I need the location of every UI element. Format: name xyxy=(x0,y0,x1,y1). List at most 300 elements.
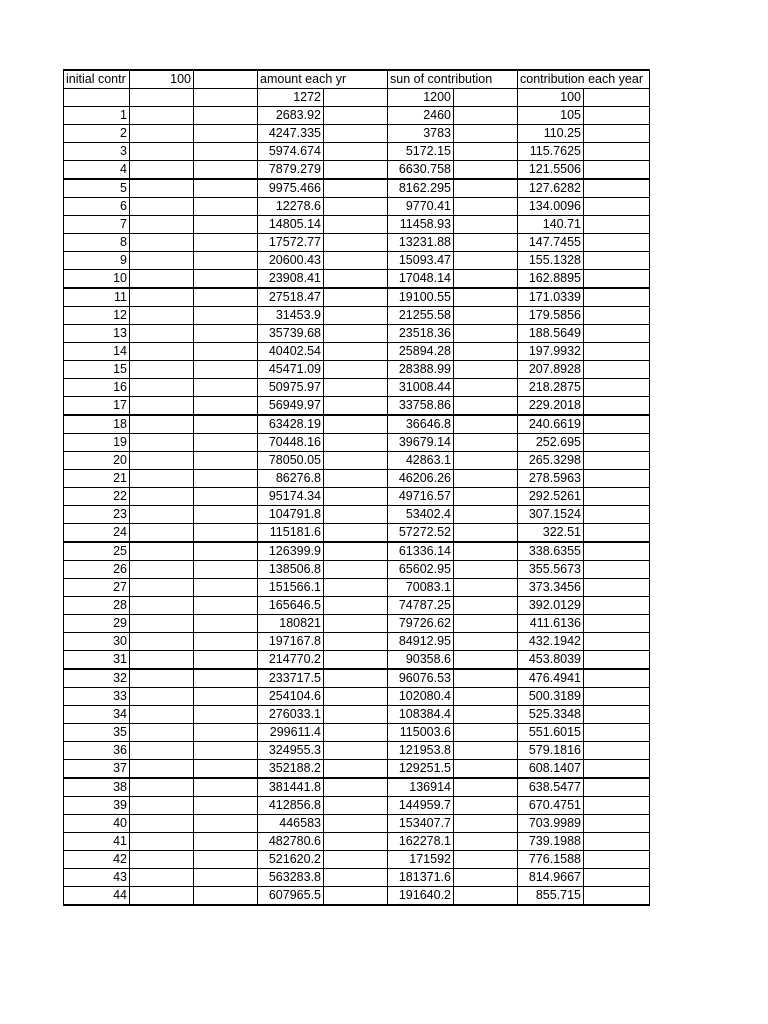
empty-cell[interactable] xyxy=(130,688,194,706)
sum-cell[interactable]: 11458.93 xyxy=(388,216,454,234)
empty-cell[interactable] xyxy=(454,887,518,906)
empty-cell[interactable] xyxy=(584,434,650,452)
amount-cell[interactable]: 70448.16 xyxy=(258,434,324,452)
empty-cell[interactable] xyxy=(454,179,518,198)
empty-cell[interactable] xyxy=(194,234,258,252)
year-cell[interactable]: 10 xyxy=(64,270,130,289)
empty-cell[interactable] xyxy=(324,252,388,270)
sum-cell[interactable]: 57272.52 xyxy=(388,524,454,543)
contribution-cell[interactable]: 608.1407 xyxy=(518,760,584,779)
empty-cell[interactable] xyxy=(130,143,194,161)
empty-cell[interactable] xyxy=(130,633,194,651)
amount-cell[interactable]: 104791.8 xyxy=(258,506,324,524)
amount-cell[interactable]: 95174.34 xyxy=(258,488,324,506)
empty-cell[interactable] xyxy=(194,216,258,234)
amount-cell[interactable]: 233717.5 xyxy=(258,669,324,688)
empty-cell[interactable] xyxy=(584,89,650,107)
empty-cell[interactable] xyxy=(454,724,518,742)
sum-cell[interactable]: 31008.44 xyxy=(388,379,454,397)
empty-cell[interactable] xyxy=(584,397,650,416)
year-cell[interactable]: 33 xyxy=(64,688,130,706)
amount-cell[interactable]: 23908.41 xyxy=(258,270,324,289)
empty-cell[interactable] xyxy=(454,161,518,180)
empty-cell[interactable] xyxy=(584,107,650,125)
contribution-cell[interactable]: 162.8895 xyxy=(518,270,584,289)
empty-cell[interactable] xyxy=(130,488,194,506)
year-cell[interactable]: 7 xyxy=(64,216,130,234)
empty-cell[interactable] xyxy=(194,379,258,397)
empty-cell[interactable] xyxy=(454,89,518,107)
sum-cell[interactable]: 90358.6 xyxy=(388,651,454,670)
year-cell[interactable]: 17 xyxy=(64,397,130,416)
empty-cell[interactable] xyxy=(584,288,650,307)
amount-cell[interactable]: 151566.1 xyxy=(258,579,324,597)
empty-cell[interactable] xyxy=(584,161,650,180)
sum-cell[interactable]: 144959.7 xyxy=(388,797,454,815)
empty-cell[interactable] xyxy=(584,524,650,543)
amount-cell[interactable]: 563283.8 xyxy=(258,869,324,887)
year-cell[interactable]: 43 xyxy=(64,869,130,887)
initial-contribution-label[interactable]: initial contr xyxy=(64,70,130,89)
empty-cell[interactable] xyxy=(130,343,194,361)
empty-cell[interactable] xyxy=(130,760,194,779)
empty-cell[interactable] xyxy=(324,325,388,343)
empty-cell[interactable] xyxy=(130,161,194,180)
year-cell[interactable]: 41 xyxy=(64,833,130,851)
contribution-each-year-header[interactable]: contribution each year xyxy=(518,70,650,89)
empty-cell[interactable] xyxy=(584,742,650,760)
empty-cell[interactable] xyxy=(194,470,258,488)
amount-cell[interactable]: 138506.8 xyxy=(258,561,324,579)
year-cell[interactable]: 31 xyxy=(64,651,130,670)
empty-cell[interactable] xyxy=(324,434,388,452)
empty-cell[interactable] xyxy=(454,561,518,579)
year-cell[interactable]: 9 xyxy=(64,252,130,270)
empty-cell[interactable] xyxy=(584,579,650,597)
contribution-cell[interactable]: 322.51 xyxy=(518,524,584,543)
empty-cell[interactable] xyxy=(130,615,194,633)
sum-cell[interactable]: 121953.8 xyxy=(388,742,454,760)
year-cell[interactable]: 40 xyxy=(64,815,130,833)
contribution-cell[interactable]: 100 xyxy=(518,89,584,107)
empty-cell[interactable] xyxy=(324,760,388,779)
empty-cell[interactable] xyxy=(194,307,258,325)
empty-cell[interactable] xyxy=(324,198,388,216)
empty-cell[interactable] xyxy=(454,742,518,760)
contribution-cell[interactable]: 338.6355 xyxy=(518,542,584,561)
amount-each-yr-header[interactable]: amount each yr xyxy=(258,70,388,89)
amount-cell[interactable]: 78050.05 xyxy=(258,452,324,470)
contribution-cell[interactable]: 229.2018 xyxy=(518,397,584,416)
empty-cell[interactable] xyxy=(324,688,388,706)
empty-cell[interactable] xyxy=(584,597,650,615)
empty-cell[interactable] xyxy=(584,125,650,143)
empty-cell[interactable] xyxy=(584,760,650,779)
empty-cell[interactable] xyxy=(324,89,388,107)
empty-cell[interactable] xyxy=(584,561,650,579)
empty-cell[interactable] xyxy=(584,343,650,361)
empty-cell[interactable] xyxy=(324,651,388,670)
contribution-cell[interactable]: 373.3456 xyxy=(518,579,584,597)
sum-cell[interactable]: 9770.41 xyxy=(388,198,454,216)
amount-cell[interactable]: 17572.77 xyxy=(258,234,324,252)
empty-cell[interactable] xyxy=(454,688,518,706)
empty-cell[interactable] xyxy=(194,688,258,706)
empty-cell[interactable] xyxy=(130,815,194,833)
contribution-cell[interactable]: 411.6136 xyxy=(518,615,584,633)
empty-cell[interactable] xyxy=(130,869,194,887)
empty-cell[interactable] xyxy=(454,579,518,597)
year-cell[interactable]: 5 xyxy=(64,179,130,198)
empty-cell[interactable] xyxy=(130,597,194,615)
empty-cell[interactable] xyxy=(130,651,194,670)
empty-cell[interactable] xyxy=(130,325,194,343)
empty-cell[interactable] xyxy=(324,125,388,143)
contribution-cell[interactable]: 218.2875 xyxy=(518,379,584,397)
year-cell[interactable]: 1 xyxy=(64,107,130,125)
contribution-cell[interactable]: 127.6282 xyxy=(518,179,584,198)
sum-cell[interactable]: 36646.8 xyxy=(388,415,454,434)
empty-cell[interactable] xyxy=(584,143,650,161)
empty-cell[interactable] xyxy=(324,797,388,815)
empty-cell[interactable] xyxy=(324,778,388,797)
contribution-cell[interactable]: 776.1588 xyxy=(518,851,584,869)
sum-cell[interactable]: 115003.6 xyxy=(388,724,454,742)
empty-cell[interactable] xyxy=(584,869,650,887)
empty-cell[interactable] xyxy=(584,542,650,561)
empty-cell[interactable] xyxy=(584,724,650,742)
empty-cell[interactable] xyxy=(454,815,518,833)
empty-cell[interactable] xyxy=(194,288,258,307)
amount-cell[interactable]: 180821 xyxy=(258,615,324,633)
contribution-cell[interactable]: 140.71 xyxy=(518,216,584,234)
sum-cell[interactable]: 79726.62 xyxy=(388,615,454,633)
empty-cell[interactable] xyxy=(194,270,258,289)
empty-cell[interactable] xyxy=(324,542,388,561)
empty-cell[interactable] xyxy=(130,561,194,579)
empty-cell[interactable] xyxy=(584,470,650,488)
empty-cell[interactable] xyxy=(194,415,258,434)
year-cell[interactable]: 15 xyxy=(64,361,130,379)
empty-cell[interactable] xyxy=(584,415,650,434)
amount-cell[interactable]: 276033.1 xyxy=(258,706,324,724)
year-cell[interactable]: 29 xyxy=(64,615,130,633)
amount-cell[interactable]: 50975.97 xyxy=(258,379,324,397)
sum-cell[interactable]: 181371.6 xyxy=(388,869,454,887)
contribution-cell[interactable]: 432.1942 xyxy=(518,633,584,651)
empty-cell[interactable] xyxy=(324,307,388,325)
empty-cell[interactable] xyxy=(194,669,258,688)
empty-cell[interactable] xyxy=(324,524,388,543)
contribution-cell[interactable]: 188.5649 xyxy=(518,325,584,343)
sum-cell[interactable]: 39679.14 xyxy=(388,434,454,452)
empty-cell[interactable] xyxy=(584,234,650,252)
empty-cell[interactable] xyxy=(324,615,388,633)
empty-cell[interactable] xyxy=(324,270,388,289)
empty-cell[interactable] xyxy=(194,887,258,906)
empty-cell[interactable] xyxy=(584,506,650,524)
year-cell[interactable]: 2 xyxy=(64,125,130,143)
year-cell[interactable]: 36 xyxy=(64,742,130,760)
year-cell[interactable]: 22 xyxy=(64,488,130,506)
empty-cell[interactable] xyxy=(324,833,388,851)
empty-cell[interactable] xyxy=(454,506,518,524)
empty-cell[interactable] xyxy=(130,397,194,416)
amount-cell[interactable]: 197167.8 xyxy=(258,633,324,651)
empty-cell[interactable] xyxy=(584,325,650,343)
empty-cell[interactable] xyxy=(454,833,518,851)
empty-cell[interactable] xyxy=(324,452,388,470)
empty-cell[interactable] xyxy=(454,343,518,361)
sum-cell[interactable]: 162278.1 xyxy=(388,833,454,851)
empty-cell[interactable] xyxy=(324,742,388,760)
sum-cell[interactable]: 17048.14 xyxy=(388,270,454,289)
year-cell[interactable]: 8 xyxy=(64,234,130,252)
year-cell[interactable]: 34 xyxy=(64,706,130,724)
year-cell[interactable]: 26 xyxy=(64,561,130,579)
amount-cell[interactable]: 352188.2 xyxy=(258,760,324,779)
empty-cell[interactable] xyxy=(194,252,258,270)
year-cell[interactable]: 39 xyxy=(64,797,130,815)
amount-cell[interactable]: 1272 xyxy=(258,89,324,107)
contribution-cell[interactable]: 278.5963 xyxy=(518,470,584,488)
contribution-cell[interactable]: 207.8928 xyxy=(518,361,584,379)
amount-cell[interactable]: 56949.97 xyxy=(258,397,324,416)
empty-cell[interactable] xyxy=(130,669,194,688)
contribution-cell[interactable]: 147.7455 xyxy=(518,234,584,252)
empty-cell[interactable] xyxy=(194,343,258,361)
amount-cell[interactable]: 254104.6 xyxy=(258,688,324,706)
empty-cell[interactable] xyxy=(324,633,388,651)
empty-cell[interactable] xyxy=(584,669,650,688)
year-cell[interactable]: 23 xyxy=(64,506,130,524)
sum-cell[interactable]: 70083.1 xyxy=(388,579,454,597)
empty-cell[interactable] xyxy=(194,633,258,651)
empty-cell[interactable] xyxy=(130,216,194,234)
sum-cell[interactable]: 21255.58 xyxy=(388,307,454,325)
contribution-cell[interactable]: 292.5261 xyxy=(518,488,584,506)
contribution-cell[interactable]: 240.6619 xyxy=(518,415,584,434)
year-cell[interactable]: 44 xyxy=(64,887,130,906)
contribution-cell[interactable]: 500.3189 xyxy=(518,688,584,706)
empty-cell[interactable] xyxy=(194,89,258,107)
sum-cell[interactable]: 153407.7 xyxy=(388,815,454,833)
sum-cell[interactable]: 46206.26 xyxy=(388,470,454,488)
contribution-cell[interactable]: 739.1988 xyxy=(518,833,584,851)
empty-cell[interactable] xyxy=(454,669,518,688)
sum-cell[interactable]: 53402.4 xyxy=(388,506,454,524)
empty-cell[interactable] xyxy=(454,361,518,379)
sum-cell[interactable]: 3783 xyxy=(388,125,454,143)
empty-cell[interactable] xyxy=(454,288,518,307)
empty-cell[interactable] xyxy=(584,452,650,470)
year-cell[interactable]: 28 xyxy=(64,597,130,615)
sum-cell[interactable]: 84912.95 xyxy=(388,633,454,651)
sum-cell[interactable]: 171592 xyxy=(388,851,454,869)
amount-cell[interactable]: 115181.6 xyxy=(258,524,324,543)
amount-cell[interactable]: 35739.68 xyxy=(258,325,324,343)
empty-cell[interactable] xyxy=(584,633,650,651)
empty-cell[interactable] xyxy=(584,887,650,906)
empty-cell[interactable] xyxy=(194,778,258,797)
sum-cell[interactable]: 15093.47 xyxy=(388,252,454,270)
empty-cell[interactable] xyxy=(194,397,258,416)
empty-cell[interactable] xyxy=(194,488,258,506)
empty-cell[interactable] xyxy=(454,379,518,397)
empty-cell[interactable] xyxy=(324,143,388,161)
year-cell[interactable]: 42 xyxy=(64,851,130,869)
empty-cell[interactable] xyxy=(584,797,650,815)
sum-cell[interactable]: 129251.5 xyxy=(388,760,454,779)
empty-cell[interactable] xyxy=(454,651,518,670)
empty-cell[interactable] xyxy=(130,89,194,107)
empty-cell[interactable] xyxy=(324,597,388,615)
sum-cell[interactable]: 96076.53 xyxy=(388,669,454,688)
year-cell[interactable] xyxy=(64,89,130,107)
empty-cell[interactable] xyxy=(584,688,650,706)
contribution-cell[interactable]: 110.25 xyxy=(518,125,584,143)
contribution-cell[interactable]: 476.4941 xyxy=(518,669,584,688)
contribution-cell[interactable]: 179.5856 xyxy=(518,307,584,325)
contribution-cell[interactable]: 355.5673 xyxy=(518,561,584,579)
empty-cell[interactable] xyxy=(584,488,650,506)
year-cell[interactable]: 38 xyxy=(64,778,130,797)
empty-cell[interactable] xyxy=(454,198,518,216)
empty-cell[interactable] xyxy=(584,270,650,289)
sum-cell[interactable]: 5172.15 xyxy=(388,143,454,161)
amount-cell[interactable]: 607965.5 xyxy=(258,887,324,906)
empty-cell[interactable] xyxy=(454,488,518,506)
empty-cell[interactable] xyxy=(454,270,518,289)
empty-cell[interactable] xyxy=(584,778,650,797)
year-cell[interactable]: 35 xyxy=(64,724,130,742)
year-cell[interactable]: 30 xyxy=(64,633,130,651)
empty-cell[interactable] xyxy=(194,198,258,216)
empty-cell[interactable] xyxy=(454,597,518,615)
empty-cell[interactable] xyxy=(584,815,650,833)
empty-cell[interactable] xyxy=(130,107,194,125)
empty-cell[interactable] xyxy=(194,361,258,379)
contribution-cell[interactable]: 670.4751 xyxy=(518,797,584,815)
year-cell[interactable]: 19 xyxy=(64,434,130,452)
empty-cell[interactable] xyxy=(194,851,258,869)
amount-cell[interactable]: 12278.6 xyxy=(258,198,324,216)
year-cell[interactable]: 11 xyxy=(64,288,130,307)
empty-cell[interactable] xyxy=(194,597,258,615)
empty-cell[interactable] xyxy=(194,143,258,161)
amount-cell[interactable]: 45471.09 xyxy=(258,361,324,379)
empty-cell[interactable] xyxy=(324,107,388,125)
empty-cell[interactable] xyxy=(454,615,518,633)
amount-cell[interactable]: 2683.92 xyxy=(258,107,324,125)
amount-cell[interactable]: 20600.43 xyxy=(258,252,324,270)
sum-cell[interactable]: 19100.55 xyxy=(388,288,454,307)
amount-cell[interactable]: 86276.8 xyxy=(258,470,324,488)
empty-cell[interactable] xyxy=(324,724,388,742)
empty-cell[interactable] xyxy=(194,815,258,833)
empty-cell[interactable] xyxy=(130,833,194,851)
empty-cell[interactable] xyxy=(130,706,194,724)
empty-cell[interactable] xyxy=(130,452,194,470)
empty-cell[interactable] xyxy=(324,379,388,397)
initial-contribution-value[interactable]: 100 xyxy=(130,70,194,89)
year-cell[interactable]: 12 xyxy=(64,307,130,325)
empty-cell[interactable] xyxy=(454,325,518,343)
empty-cell[interactable] xyxy=(194,161,258,180)
contribution-cell[interactable]: 579.1816 xyxy=(518,742,584,760)
empty-cell[interactable] xyxy=(194,706,258,724)
empty-cell[interactable] xyxy=(130,542,194,561)
empty-cell[interactable] xyxy=(194,506,258,524)
sum-cell[interactable]: 2460 xyxy=(388,107,454,125)
contribution-cell[interactable]: 134.0096 xyxy=(518,198,584,216)
contribution-cell[interactable]: 307.1524 xyxy=(518,506,584,524)
empty-cell[interactable] xyxy=(324,216,388,234)
empty-cell[interactable] xyxy=(194,615,258,633)
empty-cell[interactable] xyxy=(194,434,258,452)
amount-cell[interactable]: 381441.8 xyxy=(258,778,324,797)
empty-cell[interactable] xyxy=(130,887,194,906)
empty-cell[interactable] xyxy=(584,198,650,216)
empty-cell[interactable] xyxy=(130,379,194,397)
empty-cell[interactable] xyxy=(194,869,258,887)
empty-cell[interactable] xyxy=(194,542,258,561)
sum-cell[interactable]: 13231.88 xyxy=(388,234,454,252)
empty-cell[interactable] xyxy=(454,307,518,325)
empty-cell[interactable] xyxy=(130,579,194,597)
sum-cell[interactable]: 65602.95 xyxy=(388,561,454,579)
empty-cell[interactable] xyxy=(454,452,518,470)
sum-cell[interactable]: 23518.36 xyxy=(388,325,454,343)
empty-cell[interactable] xyxy=(324,869,388,887)
empty-cell[interactable] xyxy=(130,125,194,143)
empty-cell[interactable] xyxy=(454,125,518,143)
empty-cell[interactable] xyxy=(130,470,194,488)
year-cell[interactable]: 37 xyxy=(64,760,130,779)
empty-cell[interactable] xyxy=(194,325,258,343)
amount-cell[interactable]: 63428.19 xyxy=(258,415,324,434)
empty-cell[interactable] xyxy=(454,524,518,543)
empty-cell[interactable] xyxy=(324,415,388,434)
empty-cell[interactable] xyxy=(324,488,388,506)
contribution-cell[interactable]: 453.8039 xyxy=(518,651,584,670)
empty-cell[interactable] xyxy=(454,778,518,797)
empty-cell[interactable] xyxy=(324,361,388,379)
amount-cell[interactable]: 299611.4 xyxy=(258,724,324,742)
sum-cell[interactable]: 25894.28 xyxy=(388,343,454,361)
empty-cell[interactable] xyxy=(194,833,258,851)
empty-cell[interactable] xyxy=(324,161,388,180)
empty-cell[interactable] xyxy=(454,542,518,561)
contribution-cell[interactable]: 392.0129 xyxy=(518,597,584,615)
empty-cell[interactable] xyxy=(194,760,258,779)
amount-cell[interactable]: 482780.6 xyxy=(258,833,324,851)
sum-cell[interactable]: 191640.2 xyxy=(388,887,454,906)
empty-cell[interactable] xyxy=(454,851,518,869)
empty-cell[interactable] xyxy=(130,288,194,307)
empty-cell[interactable] xyxy=(130,234,194,252)
empty-cell[interactable] xyxy=(454,633,518,651)
empty-cell[interactable] xyxy=(324,579,388,597)
year-cell[interactable]: 6 xyxy=(64,198,130,216)
empty-cell[interactable] xyxy=(130,270,194,289)
empty-cell[interactable] xyxy=(324,470,388,488)
empty-cell[interactable] xyxy=(454,143,518,161)
empty-cell[interactable] xyxy=(584,833,650,851)
sum-cell[interactable]: 33758.86 xyxy=(388,397,454,416)
empty-cell[interactable] xyxy=(130,524,194,543)
empty-cell[interactable] xyxy=(130,434,194,452)
